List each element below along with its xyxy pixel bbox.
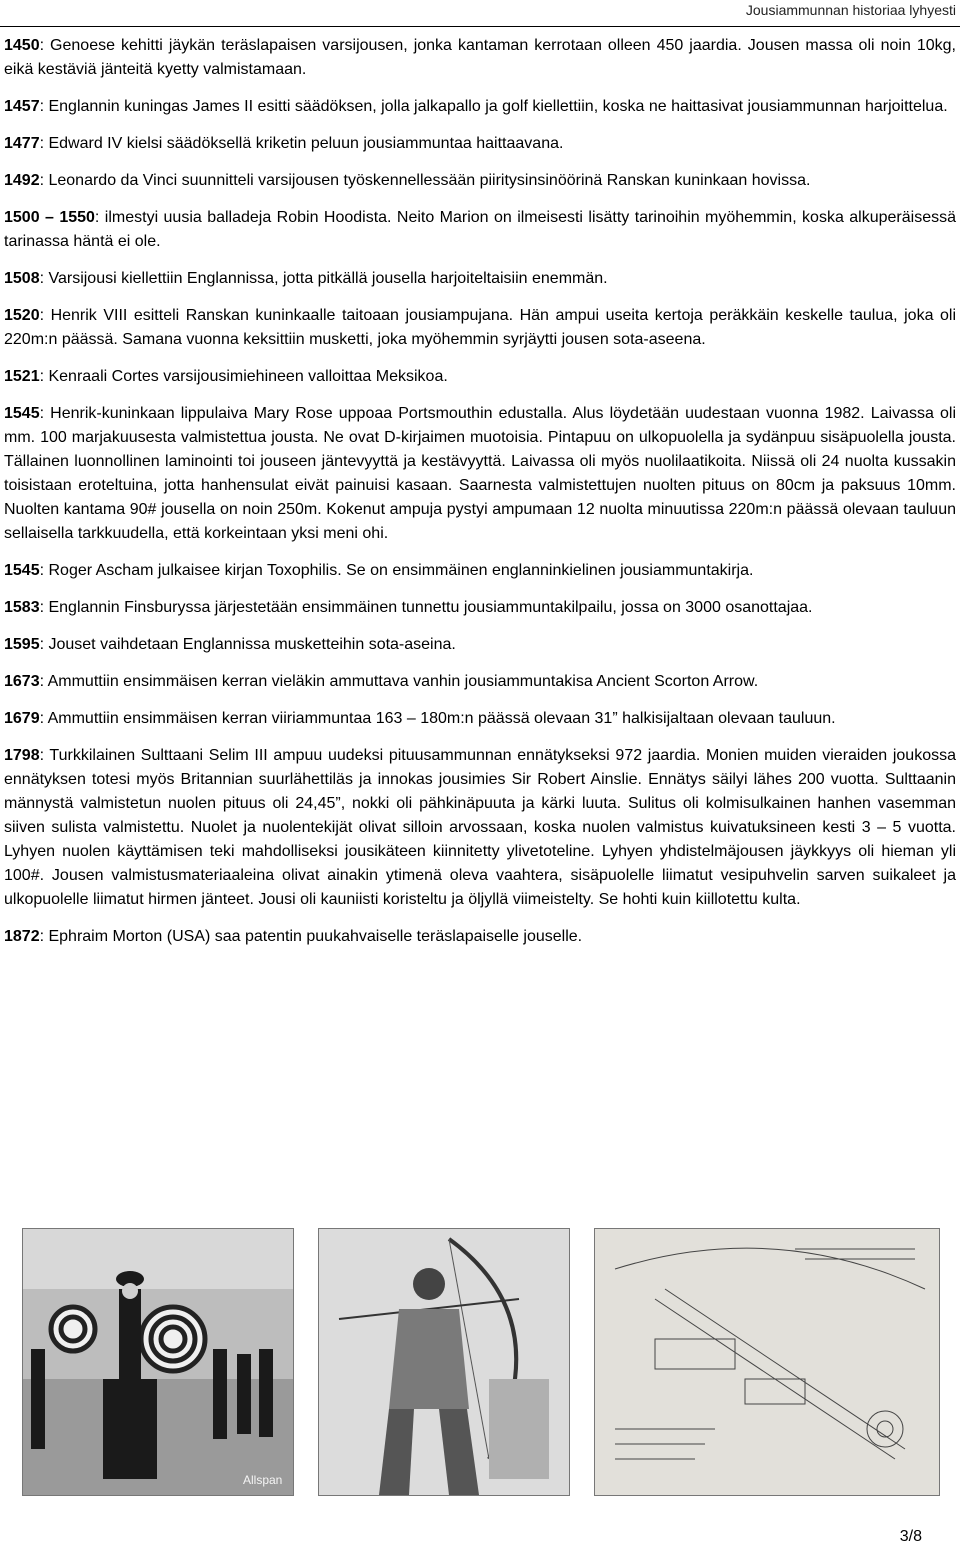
timeline-entry bbox=[4, 169, 956, 193]
timeline-entry bbox=[4, 365, 956, 389]
entry-text: : Englannin kuningas James II esitti säädöksen, jolla jalkapallo ja golf kiellettiin, koska ne haittasivat jousiammunnan harjoittelua. bbox=[39, 98, 948, 115]
running-header: Jousiammunnan historiaa lyhyesti bbox=[745, 2, 956, 18]
entry-text: : Edward IV kielsi säädöksellä kriketin peluun jousiammuntaa haittaavana. bbox=[39, 135, 564, 152]
timeline-entry bbox=[4, 707, 956, 731]
timeline-entry bbox=[4, 206, 956, 254]
timeline-entry bbox=[4, 559, 956, 583]
entry-year: 1450 bbox=[4, 37, 40, 54]
timeline-entry bbox=[4, 596, 956, 620]
timeline-entry bbox=[4, 402, 956, 546]
entry-text: : Jouset vaihdetaan Englannissa musketteihin sota-aseina. bbox=[39, 636, 456, 653]
timeline-entry bbox=[4, 34, 956, 82]
timeline-entry bbox=[4, 925, 956, 949]
entry-text: : Roger Ascham julkaisee kirjan Toxophilis. Se on ensimmäinen englanninkielinen jousiammuntakirja. bbox=[39, 562, 754, 579]
header-rule bbox=[0, 26, 960, 27]
entry-text: : Henrik VIII esitteli Ranskan kuninkaalle taitoaan jousiampujana. Hän ampui useita kertoja peräkkäin keskelle taulua, joka oli 220m:n päässä. Samana vuonna keksittiin musketti, joka myöhemmin syrjäytti jousen sota-aseena. bbox=[4, 307, 956, 348]
entry-year: 1583 bbox=[4, 599, 40, 616]
entry-text: : Leonardo da Vinci suunnitteli varsijousen työskennellessään piiritysinsinöörinä Ranskan kuninkaan hovissa. bbox=[39, 172, 811, 189]
timeline-entry bbox=[4, 304, 956, 352]
entry-text: : Turkkilainen Sulttaani Selim III ampuu uudeksi pituusammunnan ennätykseksi 972 jaardia. Monien muiden vieraiden joukossa ennätyksen totesi myös Britannian suurlähettiläs ja innokas jousimies Sir Robert Ainslie. Ennätys säilyi lähes 200 vuotta. Sulttaanin männystä valmistetun nuolen pituus oli 24,45”, nokki oli pähkinäpuuta ja kärki luuta. Sulitus oli kolmisulkainen hanhen vasemman siiven sulista valmistettu. Nuolet ja nuolentekijät olivat silloin arvossaan, koska nuolen valmistus kuivatuksineen kesti 3 – 5 vuotta. Lyhyen nuolen käyttämisen teki mahdolliseksi jousikäteen kiinnitetty ylivetoteline. Lyhyen yhdistelmäjousen jäykkyys oli hieman yli 100#. Jousen valmistusmateriaaleina olivat ainakin ytimenä oleva vaahtera, sisäpuolelle liimatut vesipuhvelin sarven suikaleet ja ulkopuolelle liimatut hirmen jänteet. Jousi oli kauniisti koristeltu ja öljyllä viimeistelty. Se hohti kuin kiillotettu kulta. bbox=[4, 747, 956, 908]
photo-credit: Allspan bbox=[243, 1473, 283, 1487]
timeline-entry bbox=[4, 132, 956, 156]
entry-text: : Kenraali Cortes varsijousimiehineen valloittaa Meksikoa. bbox=[39, 368, 448, 385]
timeline-content bbox=[4, 34, 956, 962]
timeline-entry bbox=[4, 267, 956, 291]
entry-text: : Ammuttiin ensimmäisen kerran vieläkin ammuttava vanhin jousiammuntakisa Ancient Scorton Arrow. bbox=[39, 673, 759, 690]
entry-year: 1545 bbox=[4, 405, 40, 422]
entry-year: 1521 bbox=[4, 368, 40, 385]
entry-year: 1500 – 1550 bbox=[4, 209, 95, 226]
archer-engraving bbox=[318, 1228, 570, 1496]
leonardo-crossbow-sketch bbox=[594, 1228, 940, 1496]
entry-year: 1679 bbox=[4, 710, 40, 727]
entry-text: : Englannin Finsburyssa järjestetään ensimmäinen tunnettu jousiammuntakilpailu, jossa on 3000 osanottajaa. bbox=[39, 599, 813, 616]
entry-text: : ilmestyi uusia balladeja Robin Hoodista. Neito Marion on ilmeisesti lisätty tarinoihin myöhemmin, koska alkuperäisessä tarinassa häntä ei ole. bbox=[4, 209, 956, 250]
entry-year: 1520 bbox=[4, 307, 40, 324]
entry-year: 1477 bbox=[4, 135, 40, 152]
entry-year: 1595 bbox=[4, 636, 40, 653]
entry-year: 1457 bbox=[4, 98, 40, 115]
entry-year: 1673 bbox=[4, 673, 40, 690]
women-archers-photo bbox=[22, 1228, 294, 1496]
entry-text: : Genoese kehitti jäykän teräslapaisen varsijousen, jonka kantaman kerrotaan olleen 450 jaardia. Jousen massa oli noin 10kg, eikä kestäviä jänteitä kyetty valmistamaan. bbox=[4, 37, 956, 78]
entry-year: 1798 bbox=[4, 747, 40, 764]
timeline-entry bbox=[4, 95, 956, 119]
timeline-entry bbox=[4, 744, 956, 912]
illustrations-row bbox=[22, 1228, 938, 1494]
entry-text: : Henrik-kuninkaan lippulaiva Mary Rose uppoaa Portsmouthin edustalla. Alus löydetään uudestaan vuonna 1982. Laivassa oli mm. 100 marjakuusesta valmistettua jousta. Ne ovat D-kirjaimen muotoisia. Pintapuu on ulkopuolella ja sydänpuu sisäpuolella jousta. Tällainen luonnollinen laminointi toi jouseen jäntevyyttä ja kestävyyttä. Laivassa oli myös nuolilaatikoita. Niissä oli 24 nuolta kussakin toisistaan eroteltuina, jotta hanhensulat eivät painuisi kasaan. Saarnesta valmistettujen nuolten pituus on 80cm ja paksuus 10mm. Nuolten kantama 90# jousella on noin 250m. Kokenut ampuja pystyi ampumaan 12 nuolta minuutissa 220m:n päässä olevaan tauluun sellaisella tarkkuudella, että korkeintaan yksi meni ohi. bbox=[4, 405, 956, 542]
entry-year: 1492 bbox=[4, 172, 40, 189]
entry-year: 1508 bbox=[4, 270, 40, 287]
entry-text: : Varsijousi kiellettiin Englannissa, jotta pitkällä jousella harjoiteltaisiin enemmän. bbox=[39, 270, 608, 287]
entry-text: : Ephraim Morton (USA) saa patentin puukahvaiselle teräslapaiselle jouselle. bbox=[39, 928, 583, 945]
timeline-entry bbox=[4, 670, 956, 694]
timeline-entry bbox=[4, 633, 956, 657]
entry-year: 1872 bbox=[4, 928, 40, 945]
entry-year: 1545 bbox=[4, 562, 40, 579]
page-number: 3/8 bbox=[899, 1528, 922, 1545]
entry-text: : Ammuttiin ensimmäisen kerran viiriammuntaa 163 – 180m:n päässä olevaan 31” halkisijaltaan olevaan tauluun. bbox=[39, 710, 836, 727]
